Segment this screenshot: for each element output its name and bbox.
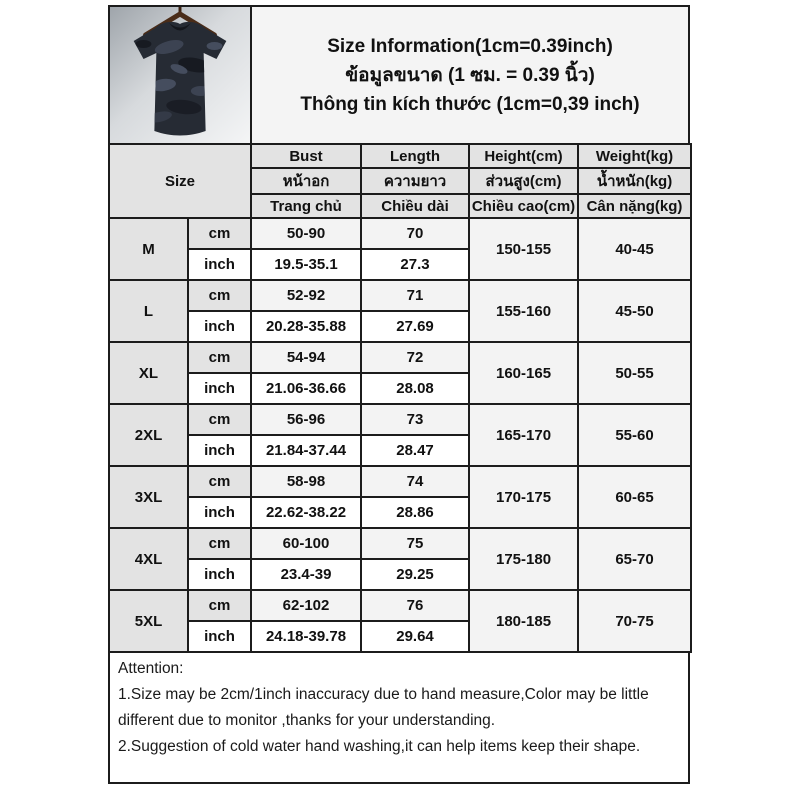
table-row — [109, 280, 691, 311]
length-inch-value: 27.69 — [361, 311, 469, 342]
size-title-vi: Thông tin kích thước (1cm=0,39 inch) — [300, 93, 640, 115]
table-row — [109, 528, 691, 559]
length-cm-value: 73 — [361, 404, 469, 435]
size-label: 3XL — [109, 466, 188, 528]
attention-line-1: 1.Size may be 2cm/1inch inaccuracy due to hand measure,Color may be little different due to monitor ,thanks for your understanding. — [118, 686, 649, 729]
length-inch-value: 28.08 — [361, 373, 469, 404]
bust-inch-value: 21.06-36.66 — [251, 373, 361, 404]
table-row — [109, 218, 691, 249]
size-label: M — [109, 218, 188, 280]
table-row — [109, 590, 691, 621]
weight-value: 65-70 — [578, 528, 691, 590]
product-photo-cell — [110, 7, 252, 143]
bust-cm-value: 58-98 — [251, 466, 361, 497]
header-weight-en: Weight(kg) — [578, 144, 691, 168]
unit-label-cm: cm — [188, 280, 251, 311]
unit-label-inch: inch — [188, 373, 251, 404]
bust-inch-value: 22.62-38.22 — [251, 497, 361, 528]
unit-label-cm: cm — [188, 404, 251, 435]
height-value: 155-160 — [469, 280, 578, 342]
length-cm-value: 72 — [361, 342, 469, 373]
height-value: 165-170 — [469, 404, 578, 466]
size-label: 4XL — [109, 528, 188, 590]
unit-label-inch: inch — [188, 497, 251, 528]
header-length-th: ความยาว — [361, 168, 469, 194]
size-title-th: ข้อมูลขนาด (1 ซม. = 0.39 นิ้ว) — [345, 64, 595, 86]
weight-value: 60-65 — [578, 466, 691, 528]
header-length-vi: Chiều dài — [361, 194, 469, 218]
length-cm-value: 70 — [361, 218, 469, 249]
bust-cm-value: 50-90 — [251, 218, 361, 249]
size-header-cell: Size — [109, 144, 251, 218]
unit-label-cm: cm — [188, 218, 251, 249]
unit-label-inch: inch — [188, 435, 251, 466]
size-table — [108, 143, 692, 653]
bust-cm-value: 56-96 — [251, 404, 361, 435]
height-value: 175-180 — [469, 528, 578, 590]
weight-value: 45-50 — [578, 280, 691, 342]
header-bust-vi: Trang chủ — [251, 194, 361, 218]
header-height-vi: Chiều cao(cm) — [469, 194, 578, 218]
length-cm-value: 74 — [361, 466, 469, 497]
unit-label-cm: cm — [188, 466, 251, 497]
bust-inch-value: 23.4-39 — [251, 559, 361, 590]
bust-cm-value: 54-94 — [251, 342, 361, 373]
unit-label-inch: inch — [188, 249, 251, 280]
attention-line-2: 2.Suggestion of cold water hand washing,it can help items keep their shape. — [118, 738, 641, 755]
table-row — [109, 342, 691, 373]
bust-inch-value: 20.28-35.88 — [251, 311, 361, 342]
weight-value: 70-75 — [578, 590, 691, 652]
header-height-th: ส่วนสูง(cm) — [469, 168, 578, 194]
unit-label-cm: cm — [188, 342, 251, 373]
bust-inch-value: 24.18-39.78 — [251, 621, 361, 652]
unit-label-cm: cm — [188, 590, 251, 621]
length-cm-value: 71 — [361, 280, 469, 311]
bust-cm-value: 62-102 — [251, 590, 361, 621]
bust-cm-value: 60-100 — [251, 528, 361, 559]
unit-label-cm: cm — [188, 528, 251, 559]
length-inch-value: 28.86 — [361, 497, 469, 528]
bust-cm-value: 52-92 — [251, 280, 361, 311]
header-bust-en: Bust — [251, 144, 361, 168]
tshirt-image — [110, 7, 250, 143]
attention-title: Attention: — [118, 660, 184, 677]
size-chart-card — [108, 5, 690, 784]
unit-label-inch: inch — [188, 621, 251, 652]
size-label: 5XL — [109, 590, 188, 652]
unit-label-inch: inch — [188, 559, 251, 590]
weight-value: 50-55 — [578, 342, 691, 404]
table-row — [109, 404, 691, 435]
length-inch-value: 29.25 — [361, 559, 469, 590]
weight-value: 40-45 — [578, 218, 691, 280]
height-value: 170-175 — [469, 466, 578, 528]
size-label: XL — [109, 342, 188, 404]
header-weight-th: น้ำหนัก(kg) — [578, 168, 691, 194]
height-value: 160-165 — [469, 342, 578, 404]
header-length-en: Length — [361, 144, 469, 168]
size-info-title-block — [252, 7, 688, 143]
size-label: L — [109, 280, 188, 342]
bust-inch-value: 19.5-35.1 — [251, 249, 361, 280]
length-cm-value: 76 — [361, 590, 469, 621]
unit-label-inch: inch — [188, 311, 251, 342]
header-bust-th: หน้าอก — [251, 168, 361, 194]
header-weight-vi: Cân nặng(kg) — [578, 194, 691, 218]
size-label: 2XL — [109, 404, 188, 466]
size-title-en: Size Information(1cm=0.39inch) — [327, 35, 613, 57]
bust-inch-value: 21.84-37.44 — [251, 435, 361, 466]
length-inch-value: 28.47 — [361, 435, 469, 466]
attention-box — [108, 653, 690, 784]
weight-value: 55-60 — [578, 404, 691, 466]
table-row — [109, 466, 691, 497]
header-height-en: Height(cm) — [469, 144, 578, 168]
length-inch-value: 29.64 — [361, 621, 469, 652]
height-value: 150-155 — [469, 218, 578, 280]
height-value: 180-185 — [469, 590, 578, 652]
length-inch-value: 27.3 — [361, 249, 469, 280]
length-cm-value: 75 — [361, 528, 469, 559]
header-box — [108, 5, 690, 143]
